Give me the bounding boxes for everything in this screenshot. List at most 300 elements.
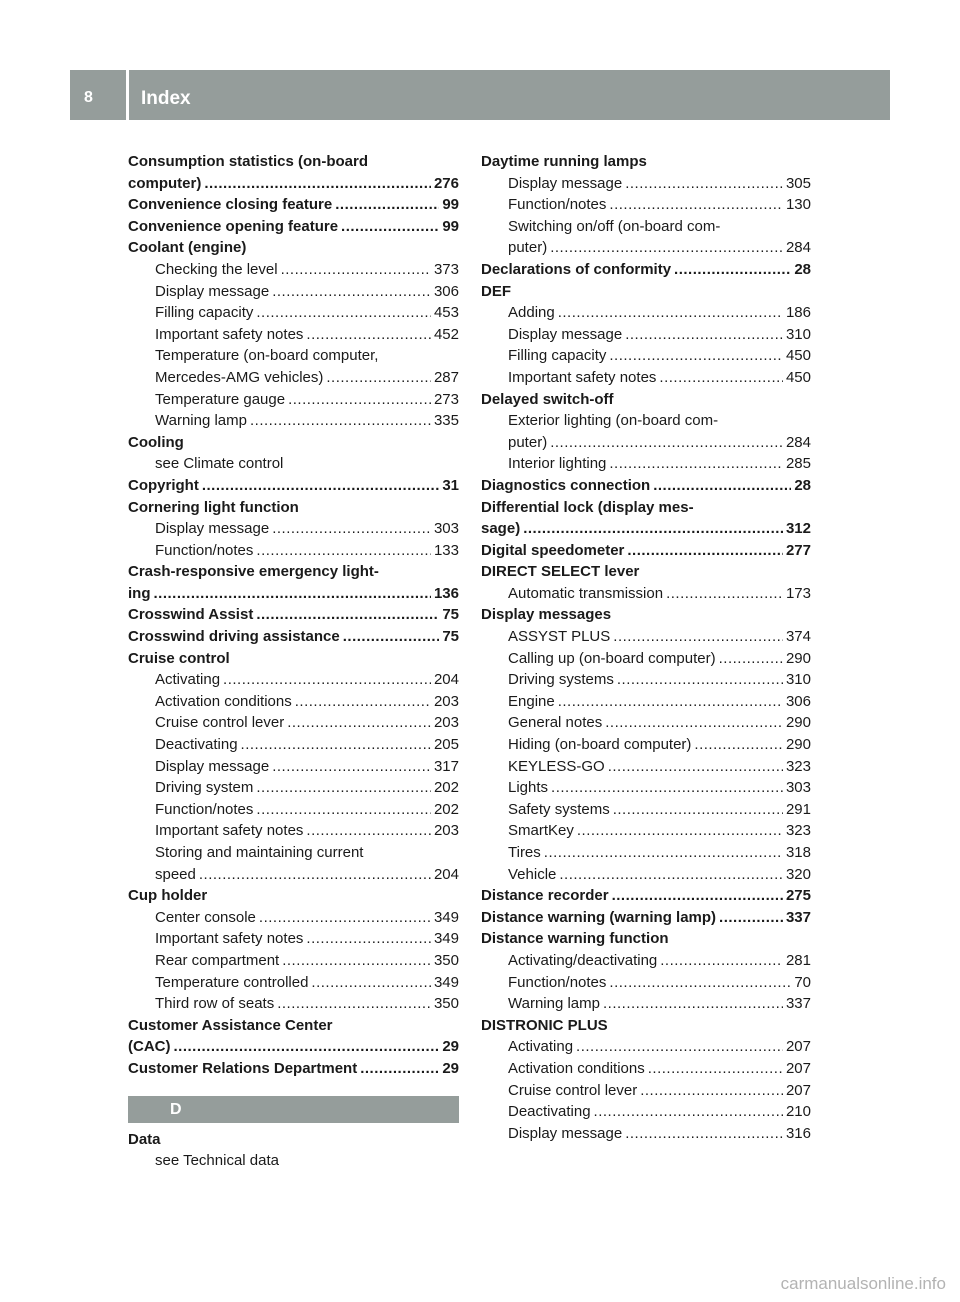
index-entry-text: Cruise control lever bbox=[508, 1081, 638, 1099]
index-entry bbox=[481, 1080, 811, 1102]
index-entry bbox=[128, 173, 459, 195]
dot-leader bbox=[277, 993, 431, 1015]
index-entry bbox=[128, 281, 459, 303]
dot-leader bbox=[341, 216, 439, 238]
index-entry-page: 202 bbox=[433, 779, 459, 797]
index-entry bbox=[128, 885, 459, 907]
header-bar bbox=[70, 70, 890, 120]
dot-leader bbox=[558, 302, 783, 324]
index-entry-page: 281 bbox=[785, 951, 811, 969]
index-entry-page: 204 bbox=[433, 865, 459, 883]
index-entry-text: Activating/deactivating bbox=[508, 951, 658, 969]
index-entry-text: Calling up (on-board computer) bbox=[508, 649, 716, 667]
index-entry-text: Coolant (engine) bbox=[128, 239, 247, 257]
index-entry bbox=[128, 259, 459, 281]
index-entry bbox=[128, 1015, 459, 1037]
dot-leader bbox=[612, 885, 783, 907]
index-entry bbox=[481, 1015, 811, 1037]
index-entry bbox=[128, 453, 459, 475]
index-entry bbox=[481, 691, 811, 713]
index-entry-text: Declarations of conformity bbox=[481, 260, 672, 278]
index-entry bbox=[128, 302, 459, 324]
index-entry-text: Activating bbox=[155, 671, 221, 689]
index-entry bbox=[128, 475, 459, 497]
dot-leader bbox=[627, 540, 783, 562]
index-entry-text: Distance warning (warning lamp) bbox=[481, 908, 717, 926]
index-entry bbox=[481, 907, 811, 929]
dot-leader bbox=[660, 950, 783, 972]
dot-leader bbox=[306, 928, 431, 950]
index-entry-page: 285 bbox=[785, 455, 811, 473]
index-entry bbox=[128, 1036, 459, 1058]
dot-leader bbox=[609, 972, 791, 994]
index-entry-text: see Climate control bbox=[155, 455, 284, 473]
index-entry bbox=[481, 1123, 811, 1145]
index-entry-text: DISTRONIC PLUS bbox=[481, 1016, 608, 1034]
index-entry-text: DIRECT SELECT lever bbox=[481, 563, 640, 581]
index-entry-text: Convenience closing feature bbox=[128, 196, 333, 214]
index-entry bbox=[481, 475, 811, 497]
index-entry-page: 276 bbox=[433, 174, 459, 192]
index-entry-page: 320 bbox=[785, 865, 811, 883]
index-entry-text: Delayed switch-off bbox=[481, 390, 614, 408]
index-entry-text: Adding bbox=[508, 304, 555, 322]
index-entry bbox=[481, 173, 811, 195]
index-entry-page: 277 bbox=[785, 541, 811, 559]
index-entry-page: 306 bbox=[433, 282, 459, 300]
dot-leader bbox=[653, 475, 791, 497]
index-entry bbox=[481, 648, 811, 670]
index-entry bbox=[481, 864, 811, 886]
index-entry-page: 186 bbox=[785, 304, 811, 322]
index-entry-text: sage) bbox=[481, 520, 521, 538]
index-entry-page: 28 bbox=[794, 260, 811, 278]
index-entry bbox=[481, 820, 811, 842]
dot-leader bbox=[551, 777, 783, 799]
index-entry-text: Cooling bbox=[128, 433, 184, 451]
index-entry-text: puter) bbox=[508, 433, 548, 451]
dot-leader bbox=[666, 583, 783, 605]
index-entry-text: Filling capacity bbox=[155, 304, 254, 322]
index-entry bbox=[128, 324, 459, 346]
index-entry-text: Cruise control lever bbox=[155, 714, 285, 732]
dot-leader bbox=[311, 972, 431, 994]
index-entry-text: Consumption statistics (on-board bbox=[128, 153, 368, 170]
index-entry-text: Warning lamp bbox=[508, 995, 600, 1013]
index-entry bbox=[481, 345, 811, 367]
index-entry-text: see Technical data bbox=[155, 1152, 279, 1170]
dot-leader bbox=[625, 324, 783, 346]
dot-leader bbox=[241, 734, 431, 756]
index-entry bbox=[128, 432, 459, 454]
index-entry-page: 28 bbox=[794, 476, 811, 494]
index-entry-text: Driving systems bbox=[508, 671, 614, 689]
index-entry-page: 318 bbox=[785, 844, 811, 861]
dot-leader bbox=[674, 259, 791, 281]
dot-leader bbox=[609, 453, 783, 475]
dot-leader bbox=[202, 475, 439, 497]
index-entry bbox=[128, 389, 459, 411]
index-entry bbox=[128, 410, 459, 432]
index-entry bbox=[481, 1058, 811, 1080]
dot-leader bbox=[559, 864, 783, 886]
dot-leader bbox=[694, 734, 783, 756]
index-entry-text: Storing and maintaining current bbox=[155, 844, 364, 861]
dot-leader bbox=[360, 1058, 439, 1080]
index-entry-text: ing bbox=[128, 584, 151, 602]
index-entry-text: Center console bbox=[155, 908, 256, 926]
index-entry bbox=[481, 993, 811, 1015]
dot-leader bbox=[625, 1123, 783, 1145]
dot-leader bbox=[256, 799, 431, 821]
index-entry bbox=[481, 972, 811, 994]
index-entry-text: Crosswind driving assistance bbox=[128, 628, 340, 646]
index-entry-text: Distance recorder bbox=[481, 887, 609, 905]
index-entry bbox=[481, 669, 811, 691]
index-entry bbox=[128, 1129, 459, 1151]
dot-leader bbox=[204, 173, 431, 195]
index-entry-page: 374 bbox=[785, 628, 811, 646]
dot-leader bbox=[256, 302, 431, 324]
index-entry bbox=[481, 389, 811, 411]
index-entry bbox=[128, 756, 459, 778]
index-entry-page: 173 bbox=[785, 584, 811, 602]
index-entry bbox=[128, 367, 459, 389]
index-entries-left bbox=[128, 151, 459, 1080]
index-entry-text: Crosswind Assist bbox=[128, 606, 254, 624]
dot-leader bbox=[306, 324, 431, 346]
index-entry bbox=[128, 864, 459, 886]
index-entry bbox=[128, 151, 459, 173]
index-entry-text: Hiding (on-board computer) bbox=[508, 736, 692, 754]
index-entry-text: Display message bbox=[508, 325, 623, 343]
index-entry-page: 207 bbox=[785, 1081, 811, 1099]
index-entry-text: Filling capacity bbox=[508, 347, 607, 365]
index-entry-page: 317 bbox=[433, 757, 459, 775]
dot-leader bbox=[281, 259, 431, 281]
index-entry-text: Temperature gauge bbox=[155, 390, 286, 408]
letter-section-header: D bbox=[128, 1096, 459, 1123]
index-entry bbox=[481, 583, 811, 605]
index-entry-page: 284 bbox=[785, 239, 811, 257]
index-entry bbox=[481, 626, 811, 648]
index-entries-right bbox=[481, 151, 811, 1144]
index-entry-page: 70 bbox=[794, 973, 811, 991]
index-entry-text: Important safety notes bbox=[155, 930, 304, 948]
page-number: 8 bbox=[84, 89, 93, 106]
index-entry-text: Display message bbox=[155, 757, 270, 775]
index-entry bbox=[481, 777, 811, 799]
index-entry-text: Cup holder bbox=[128, 887, 208, 905]
dot-leader bbox=[343, 626, 440, 648]
watermark: carmanualsonline.info bbox=[780, 1274, 946, 1293]
index-entry-page: 452 bbox=[433, 325, 459, 343]
index-entry bbox=[481, 712, 811, 734]
index-entry-page: 303 bbox=[433, 520, 459, 538]
index-entry-text: Activation conditions bbox=[155, 692, 292, 710]
dot-leader bbox=[594, 1101, 783, 1123]
index-entry-text: Digital speedometer bbox=[481, 541, 625, 559]
index-entry bbox=[128, 972, 459, 994]
index-entry-page: 349 bbox=[433, 908, 459, 926]
index-entry-text: Temperature controlled bbox=[155, 973, 309, 991]
index-entry-text: Display message bbox=[155, 282, 270, 300]
dot-leader bbox=[287, 712, 431, 734]
index-entry-text: Exterior lighting (on-board com- bbox=[508, 412, 719, 430]
index-entry-text: Important safety notes bbox=[155, 822, 304, 840]
index-entry-page: 204 bbox=[433, 671, 459, 689]
index-entry bbox=[128, 561, 459, 583]
index-entry-text: Switching on/off (on-board com- bbox=[508, 217, 721, 235]
index-entry-page: 373 bbox=[433, 260, 459, 278]
index-entry-text: Warning lamp bbox=[155, 412, 247, 430]
index-entry bbox=[128, 626, 459, 648]
index-entry bbox=[481, 302, 811, 324]
index-entry-page: 29 bbox=[442, 1059, 459, 1077]
dot-leader bbox=[550, 237, 783, 259]
dot-leader bbox=[326, 367, 431, 389]
index-entry-text: Function/notes bbox=[155, 800, 254, 818]
index-entry bbox=[128, 1058, 459, 1080]
index-entry-page: 350 bbox=[433, 951, 459, 969]
index-entry-text: Temperature (on-board computer, bbox=[155, 347, 379, 365]
index-entry-text: Function/notes bbox=[508, 196, 607, 214]
index-entries-left-after bbox=[128, 1129, 459, 1172]
index-entry bbox=[481, 259, 811, 281]
index-entry bbox=[481, 518, 811, 540]
index-entry-text: Convenience opening feature bbox=[128, 217, 339, 235]
index-entry-page: 207 bbox=[785, 1038, 811, 1056]
index-entry-page: 99 bbox=[442, 217, 459, 235]
dot-leader bbox=[558, 691, 783, 713]
dot-leader bbox=[523, 518, 783, 540]
index-entry-text: Display message bbox=[508, 174, 623, 192]
dot-leader bbox=[256, 777, 431, 799]
index-entry-page: 290 bbox=[785, 736, 811, 754]
index-entry-text: Data bbox=[128, 1130, 161, 1148]
index-entry bbox=[128, 648, 459, 670]
index-entry-text: Engine bbox=[508, 692, 555, 710]
index-entry-text: (CAC) bbox=[128, 1038, 171, 1056]
index-entry-text: KEYLESS-GO bbox=[508, 757, 605, 775]
index-entry-page: 275 bbox=[785, 887, 811, 905]
index-entry bbox=[128, 194, 459, 216]
index-entry-page: 453 bbox=[433, 304, 459, 322]
index-entry bbox=[481, 324, 811, 346]
index-entry-text: Deactivating bbox=[508, 1103, 591, 1121]
index-entry-text: Activating bbox=[508, 1038, 574, 1056]
index-entry-text: Function/notes bbox=[508, 973, 607, 991]
index-entry-text: Diagnostics connection bbox=[481, 476, 651, 494]
index-entry bbox=[128, 540, 459, 562]
index-entry-text: Distance warning function bbox=[481, 930, 669, 948]
index-entry-page: 316 bbox=[785, 1124, 811, 1142]
dot-leader bbox=[576, 1036, 783, 1058]
index-entry-page: 75 bbox=[442, 628, 459, 646]
index-entry-page: 306 bbox=[785, 692, 811, 710]
index-entry bbox=[481, 561, 811, 583]
index-entry bbox=[481, 928, 811, 950]
index-entry-page: 335 bbox=[433, 412, 459, 430]
dot-leader bbox=[335, 194, 439, 216]
dot-leader bbox=[617, 669, 783, 691]
index-entry-text: Deactivating bbox=[155, 736, 238, 754]
index-entry-text: Automatic transmission bbox=[508, 584, 664, 602]
index-entry-text: Display messages bbox=[481, 606, 612, 624]
dot-leader bbox=[199, 864, 431, 886]
index-entry bbox=[128, 1150, 459, 1172]
dot-leader bbox=[613, 799, 783, 821]
index-entry-page: 305 bbox=[785, 174, 811, 192]
dot-leader bbox=[609, 345, 783, 367]
index-entry-text: Activation conditions bbox=[508, 1059, 645, 1077]
dot-leader bbox=[256, 540, 431, 562]
index-entry-text: Important safety notes bbox=[508, 368, 657, 386]
dot-leader bbox=[719, 648, 783, 670]
dot-leader bbox=[288, 389, 431, 411]
index-entry-text: Vehicle bbox=[508, 865, 557, 883]
index-column-right bbox=[481, 151, 811, 1144]
index-entry bbox=[128, 712, 459, 734]
index-entry bbox=[481, 497, 811, 519]
index-entry-text: Rear compartment bbox=[155, 951, 280, 969]
dot-leader bbox=[250, 410, 431, 432]
index-entry bbox=[128, 604, 459, 626]
index-entry bbox=[128, 237, 459, 259]
index-entry-page: 312 bbox=[785, 520, 811, 538]
index-entry-text: SmartKey bbox=[508, 822, 574, 840]
index-entry-text: Display message bbox=[155, 520, 270, 538]
index-entry-page: 323 bbox=[785, 757, 811, 775]
index-entry-text: Function/notes bbox=[155, 541, 254, 559]
index-entry bbox=[128, 734, 459, 756]
index-entry-page: 99 bbox=[442, 196, 459, 214]
dot-leader bbox=[625, 173, 783, 195]
dot-leader bbox=[272, 518, 431, 540]
index-entry bbox=[481, 756, 811, 778]
dot-leader bbox=[174, 1036, 440, 1058]
dot-leader bbox=[640, 1080, 783, 1102]
index-entry bbox=[481, 842, 811, 864]
index-entry-page: 337 bbox=[785, 995, 811, 1013]
index-entry-text: Copyright bbox=[128, 476, 199, 494]
index-entry bbox=[128, 518, 459, 540]
index-entry bbox=[128, 799, 459, 821]
index-entry bbox=[481, 432, 811, 454]
index-entry bbox=[481, 367, 811, 389]
index-entry-text: Lights bbox=[508, 779, 549, 797]
dot-leader bbox=[154, 583, 431, 605]
index-entry bbox=[481, 281, 811, 303]
dot-leader bbox=[719, 907, 783, 929]
index-entry-page: 450 bbox=[785, 347, 811, 365]
index-entry bbox=[481, 237, 811, 259]
index-entry-text: Customer Relations Department bbox=[128, 1059, 358, 1077]
index-entry-page: 310 bbox=[785, 671, 811, 689]
index-entry-text: Safety systems bbox=[508, 800, 610, 818]
dot-leader bbox=[659, 367, 783, 389]
index-entry bbox=[128, 820, 459, 842]
index-entry-page: 290 bbox=[785, 714, 811, 732]
index-entry-page: 203 bbox=[433, 822, 459, 840]
index-column-left bbox=[128, 151, 459, 1172]
index-entry-text: computer) bbox=[128, 174, 202, 192]
index-entry-text: Checking the level bbox=[155, 260, 278, 278]
dot-leader bbox=[272, 756, 431, 778]
index-entry bbox=[481, 540, 811, 562]
index-entry-page: 310 bbox=[785, 325, 811, 343]
index-entry-page: 273 bbox=[433, 390, 459, 408]
index-entry bbox=[128, 691, 459, 713]
index-entry bbox=[481, 604, 811, 626]
index-entry-text: Interior lighting bbox=[508, 455, 607, 473]
index-entry-text: Customer Assistance Center bbox=[128, 1016, 333, 1034]
index-entry bbox=[128, 216, 459, 238]
index-entry bbox=[481, 410, 811, 432]
index-entry bbox=[128, 345, 459, 367]
index-entry bbox=[481, 194, 811, 216]
index-entry-text: General notes bbox=[508, 714, 603, 732]
index-entry bbox=[128, 583, 459, 605]
index-entry-page: 210 bbox=[785, 1103, 811, 1121]
index-entry-text: Daytime running lamps bbox=[481, 153, 647, 170]
index-entry-page: 202 bbox=[433, 800, 459, 818]
index-entry-text: DEF bbox=[481, 282, 511, 300]
index-entry-page: 450 bbox=[785, 368, 811, 386]
index-entry-text: speed bbox=[155, 865, 196, 883]
index-entry-page: 349 bbox=[433, 930, 459, 948]
index-entry-page: 130 bbox=[785, 196, 811, 214]
dot-leader bbox=[295, 691, 431, 713]
index-entry-page: 31 bbox=[442, 476, 459, 494]
index-entry bbox=[481, 151, 811, 173]
index-entry-page: 29 bbox=[442, 1038, 459, 1056]
section-title: Index bbox=[141, 88, 191, 109]
dot-leader bbox=[603, 993, 783, 1015]
index-entry-text: puter) bbox=[508, 239, 548, 257]
index-entry bbox=[481, 1036, 811, 1058]
index-entry-text: Driving system bbox=[155, 779, 254, 797]
dot-leader bbox=[544, 842, 783, 864]
dot-leader bbox=[608, 756, 783, 778]
index-entry-text: Third row of seats bbox=[155, 995, 275, 1013]
index-entry-text: Differential lock (display mes- bbox=[481, 498, 694, 516]
dot-leader bbox=[609, 194, 783, 216]
index-entry bbox=[481, 453, 811, 475]
dot-leader bbox=[306, 820, 431, 842]
index-entry-page: 337 bbox=[785, 908, 811, 926]
index-entry bbox=[128, 907, 459, 929]
index-entry-page: 136 bbox=[433, 584, 459, 602]
index-entry-page: 287 bbox=[433, 368, 459, 386]
index-entry-text: Display message bbox=[508, 1124, 623, 1142]
dot-leader bbox=[605, 712, 783, 734]
index-entry bbox=[128, 497, 459, 519]
index-entry-page: 290 bbox=[785, 649, 811, 667]
dot-leader bbox=[272, 281, 431, 303]
index-entry bbox=[128, 842, 459, 864]
index-entry-page: 303 bbox=[785, 779, 811, 797]
index-entry-page: 133 bbox=[433, 541, 459, 559]
index-entry-page: 207 bbox=[785, 1059, 811, 1077]
index-entry-page: 203 bbox=[433, 692, 459, 710]
index-entry-text: Tires bbox=[508, 844, 541, 861]
dot-leader bbox=[259, 907, 431, 929]
index-entry-text: Crash-responsive emergency light- bbox=[128, 563, 379, 581]
index-entry bbox=[481, 885, 811, 907]
index-entry-text: Cruise control bbox=[128, 649, 230, 667]
index-entry-text: ASSYST PLUS bbox=[508, 628, 611, 646]
